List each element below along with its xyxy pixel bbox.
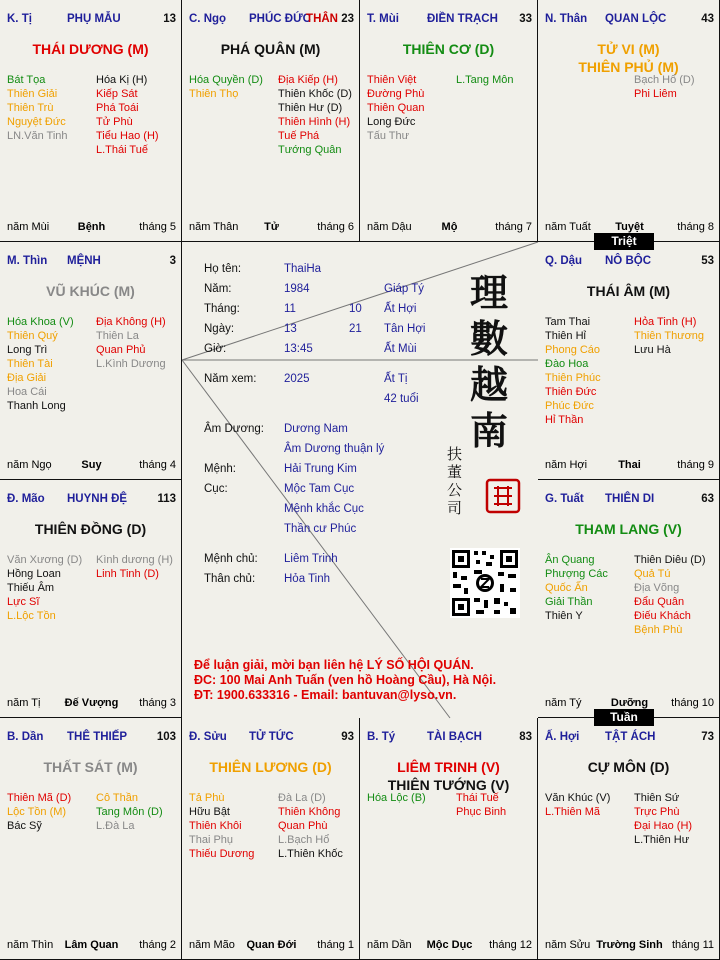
minor-star: Tuế Phá: [278, 130, 320, 142]
month-label: tháng 11: [671, 939, 714, 951]
minor-star: Tướng Quân: [278, 144, 342, 156]
minor-star: Thiên Thương: [634, 330, 705, 342]
minor-star: Long Trì: [7, 344, 48, 356]
month-label: tháng 6: [317, 221, 354, 233]
house-label: PHÚC ĐỨC: [249, 13, 311, 25]
nam-label: Năm:: [204, 283, 232, 295]
minor-stars-right: [634, 791, 692, 847]
minor-star: Thanh Long: [7, 400, 66, 412]
year-label: năm Mão: [189, 939, 235, 951]
branch-label: T. Mùi: [367, 13, 399, 25]
minor-star: Thiên Thọ: [189, 88, 239, 100]
minor-star: Ân Quang: [545, 554, 595, 566]
minor-star: Cô Thần: [96, 792, 138, 804]
minor-star: Hóa Kị (H): [96, 74, 148, 86]
house-label: NÔ BỘC: [605, 255, 651, 267]
minor-star: L.Bạch Hổ: [278, 834, 330, 846]
palace-number: 43: [701, 13, 714, 25]
year-label: năm Dần: [367, 939, 412, 951]
minor-star: Hồng Loan: [7, 568, 61, 580]
menh-value: Hải Trung Kim: [284, 463, 357, 475]
cuc-label: Cục:: [204, 483, 228, 495]
main-star: TỬ VI (M): [597, 41, 660, 57]
minor-star: L.Đà La: [96, 820, 135, 832]
palace-ngo: [182, 0, 360, 242]
minor-star: L.Thiên Mã: [545, 806, 601, 818]
minor-star: Kiếp Sát: [96, 88, 138, 100]
nam-xem-value: 2025: [284, 373, 310, 385]
minor-star: Lực Sĩ: [7, 596, 40, 608]
minor-star: L.Thiên Hư: [634, 834, 690, 846]
minor-stars-right: [634, 315, 704, 357]
month-label: tháng 2: [139, 939, 176, 951]
year-label: năm Dậu: [367, 221, 412, 233]
palace-number: 3: [169, 255, 176, 267]
branch-label: B. Dần: [7, 731, 44, 743]
minor-star: Thiếu Dương: [189, 848, 255, 860]
palace-number: 53: [701, 255, 714, 267]
palace-number: 73: [701, 731, 714, 743]
palace-dau: [538, 242, 720, 480]
calligraphy-seal: [470, 270, 530, 480]
seal-char: 公: [447, 481, 463, 499]
ngay-am: 21: [349, 323, 362, 335]
minor-star: Thiên Quan: [367, 102, 425, 114]
house-label: THIÊN DI: [605, 493, 655, 505]
qr-code-icon: [450, 548, 520, 618]
minor-star: Tam Thai: [545, 316, 591, 328]
minor-star: Văn Khúc (V): [545, 792, 611, 804]
palace-mui: [360, 0, 538, 242]
branch-label: Đ. Mão: [7, 493, 45, 505]
nam-can-chi: Giáp Tý: [384, 283, 425, 295]
palace-thin: [0, 242, 182, 480]
house-label: TÀI BẠCH: [427, 731, 482, 743]
year-label: năm Tuất: [545, 221, 591, 233]
minor-stars-left: [7, 791, 71, 833]
palace-ti: [0, 0, 182, 242]
minor-star: Thiên Khôi: [189, 820, 242, 832]
minor-star: Bệnh Phù: [634, 624, 683, 636]
thang-am: 10: [349, 303, 362, 315]
gio-label: Giờ:: [204, 343, 227, 355]
triet-tag: Triệt: [594, 233, 654, 250]
year-label: năm Thân: [189, 221, 239, 233]
branch-label: N. Thân: [545, 13, 588, 25]
red-stamp-icon: [485, 478, 521, 514]
minor-star: Long Đức: [367, 116, 416, 128]
am-duong-value: Dương Nam: [284, 423, 348, 435]
minor-star: Phúc Đức: [545, 400, 594, 412]
main-star: THIÊN TƯỚNG (V): [387, 777, 510, 793]
minor-star: Quả Tú: [634, 568, 671, 580]
palace-number: 23: [341, 13, 354, 25]
gio-can-chi: Ất Mùi: [384, 343, 417, 355]
branch-label: Ấ. Hợi: [545, 731, 580, 743]
minor-star: Phá Toái: [96, 102, 139, 114]
minor-stars-left: [7, 553, 82, 623]
palace-suu: [182, 718, 360, 960]
month-label: tháng 12: [489, 939, 532, 951]
main-stars: [538, 520, 719, 538]
contact-line-3: ĐT: 1900.633316 - Email: bantuvan@lyso.vn.: [194, 688, 457, 702]
minor-star: Quan Phủ: [96, 344, 146, 356]
minor-star: Quan Phù: [278, 820, 328, 832]
main-stars: [182, 40, 359, 58]
minor-stars-right: [278, 73, 352, 157]
year-label: năm Sửu: [545, 939, 591, 951]
minor-stars-left: [7, 73, 68, 143]
minor-star: Tấu Thư: [367, 130, 410, 142]
main-stars: [0, 40, 181, 58]
minor-stars-left: [367, 791, 426, 805]
main-stars: [360, 758, 537, 794]
year-label: năm Ngọ: [7, 459, 52, 471]
minor-star: Thiên Tài: [7, 358, 53, 370]
thang-label: Tháng:: [204, 303, 240, 315]
minor-star: Thiên La: [96, 330, 139, 342]
minor-star: Địa Võng: [634, 582, 680, 594]
minor-star: Điếu Khách: [634, 610, 691, 622]
palace-ty: [360, 718, 538, 960]
seal-char: 董: [447, 463, 463, 481]
calligraphy-char: 數: [470, 316, 509, 361]
month-label: tháng 1: [317, 939, 354, 951]
month-label: tháng 9: [677, 459, 714, 471]
minor-star: L.Lộc Tồn: [7, 610, 56, 622]
minor-star: Bạch Hổ (D): [634, 74, 695, 86]
minor-star: Thiên Hỉ: [545, 330, 586, 342]
minor-star: Thiên Đức: [545, 386, 597, 398]
palace-mao: [0, 480, 182, 718]
than-marker: THÂN: [306, 13, 338, 25]
palace-number: 13: [163, 13, 176, 25]
house-label: ĐIỀN TRẠCH: [427, 13, 498, 25]
main-star: CỰ MÔN (D): [587, 759, 670, 775]
nam-value: 1984: [284, 283, 310, 295]
minor-star: Lưu Hà: [634, 344, 671, 356]
minor-star: Thiên Phúc: [545, 372, 601, 384]
main-stars: [0, 282, 181, 300]
minor-stars-right: [456, 73, 513, 87]
menh-chu-value: Liêm Trinh: [284, 553, 338, 565]
year-label: năm Hợi: [545, 459, 588, 471]
house-label: MỆNH: [67, 255, 101, 267]
minor-star: L.Tang Môn: [456, 74, 514, 86]
minor-star: Hữu Bật: [189, 806, 230, 818]
minor-star: Giải Thần: [545, 596, 593, 608]
contact-line-1: Để luận giải, mời bạn liên hệ LÝ SỐ HỘI QUÁN.: [194, 658, 474, 672]
minor-star: Thái Tuế: [456, 792, 499, 804]
than-chu-label: Thân chủ:: [204, 573, 256, 585]
branch-label: Q. Dậu: [545, 255, 583, 267]
main-stars: [538, 758, 719, 776]
main-stars: [360, 40, 537, 58]
minor-star: Thai Phụ: [189, 834, 234, 846]
thang-value: 11: [284, 303, 296, 315]
minor-stars-right: [456, 791, 506, 819]
main-star: THIÊN ĐỒNG (D): [34, 521, 147, 537]
contact-block: [194, 658, 496, 703]
branch-label: G. Tuất: [545, 493, 584, 505]
palace-tuat: [538, 480, 720, 718]
minor-star: Thiên Hình (H): [278, 116, 351, 128]
am-duong-label: Âm Dương:: [204, 423, 264, 435]
minor-star: L.Thái Tuế: [96, 144, 148, 156]
stage-label: Mộc Dục: [426, 939, 473, 951]
minor-star: Thiên Diêu (D): [634, 554, 706, 566]
seal-small-text: [447, 445, 462, 517]
minor-star: Hỏa Tinh (H): [634, 316, 697, 328]
minor-star: Phi Liêm: [634, 88, 677, 100]
palace-number: 103: [156, 731, 176, 743]
thang-can-chi: Ất Hợi: [384, 303, 417, 315]
cuc-note-2: Thần cư Phúc: [284, 523, 357, 535]
ngay-can-chi: Tân Hợi: [384, 323, 426, 335]
tuoi-value: 42 tuổi: [384, 393, 419, 405]
ho-ten-value: ThaiHa: [284, 263, 322, 275]
minor-star: L.Thiên Khốc: [278, 848, 343, 860]
minor-star: Lộc Tồn (M): [7, 806, 67, 818]
main-stars: [182, 758, 359, 776]
minor-star: Nguyệt Đức: [7, 116, 66, 128]
minor-star: Thiên Trù: [7, 102, 54, 114]
house-label: THÊ THIẾP: [67, 731, 128, 743]
minor-star: L.Kình Dương: [96, 358, 166, 370]
stage-label: Tử: [264, 221, 279, 233]
ngay-value: 13: [284, 323, 297, 335]
calligraphy-text: [470, 270, 508, 454]
palace-number: 113: [157, 493, 176, 505]
minor-stars-right: [634, 553, 706, 637]
ngay-label: Ngày:: [204, 323, 235, 335]
minor-star: Đẩu Quân: [634, 596, 685, 608]
minor-stars-right: [634, 73, 695, 101]
minor-star: Hóa Khoa (V): [7, 316, 74, 328]
stage-label: Dưỡng: [610, 697, 649, 709]
main-star: PHÁ QUÂN (M): [220, 41, 321, 57]
minor-star: Tang Môn (D): [96, 806, 163, 818]
stage-label: Lâm Quan: [64, 939, 119, 951]
nam-xem-label: Năm xem:: [204, 373, 257, 385]
main-star: THẤT SÁT (M): [43, 759, 138, 775]
main-star: THAM LANG (V): [575, 521, 682, 537]
minor-star: Đại Hao (H): [634, 820, 693, 832]
branch-label: M. Thìn: [7, 255, 48, 267]
palace-number: 33: [519, 13, 532, 25]
branch-label: Đ. Sửu: [189, 731, 227, 743]
minor-stars-right: [96, 791, 163, 833]
minor-star: Tử Phù: [96, 116, 133, 128]
main-stars: [0, 520, 181, 538]
than-chu-value: Hỏa Tinh: [284, 573, 331, 585]
main-star: THÁI DƯƠNG (M): [32, 41, 149, 57]
seal-char: 扶: [447, 445, 463, 463]
minor-stars-right: [278, 791, 343, 861]
minor-star: Hóa Quyền (D): [189, 74, 263, 86]
minor-star: Văn Xương (D): [7, 554, 83, 566]
minor-star: Linh Tinh (D): [96, 568, 159, 580]
calligraphy-char: 越: [470, 362, 509, 407]
cuc-value: Mộc Tam Cục: [284, 483, 355, 495]
palace-dan: [0, 718, 182, 960]
minor-star: Thiên Quý: [7, 330, 58, 342]
minor-star: Tả Phù: [189, 792, 225, 804]
main-star: THÁI ÂM (M): [586, 283, 671, 299]
stage-label: Bệnh: [77, 221, 106, 233]
minor-star: Kình dương (H): [96, 554, 173, 566]
month-label: tháng 7: [495, 221, 532, 233]
stage-label: Quan Đới: [246, 939, 297, 951]
minor-star: Thiên Mã (D): [7, 792, 72, 804]
year-label: năm Tị: [7, 697, 41, 709]
main-star: THIÊN PHỦ (M): [578, 59, 679, 75]
house-label: HUYNH ĐỆ: [67, 493, 128, 505]
minor-star: Phục Binh: [456, 806, 507, 818]
minor-star: Hóa Lộc (B): [367, 792, 426, 804]
house-label: PHỤ MẪU: [67, 13, 121, 25]
minor-star: Hỉ Thần: [545, 414, 584, 426]
minor-stars-left: [7, 315, 74, 413]
minor-star: Địa Không (H): [96, 316, 166, 328]
contact-line-2: ĐC: 100 Mai Anh Tuấn (ven hồ Hoàng Cầu), Hà Nội.: [194, 673, 497, 687]
year-label: năm Tý: [545, 697, 582, 709]
minor-star: Thiên Hư (D): [278, 102, 343, 114]
month-label: tháng 10: [671, 697, 714, 709]
stage-label: Thai: [618, 459, 641, 471]
stage-label: Tuyệt: [615, 221, 644, 233]
minor-star: Địa Kiếp (H): [278, 74, 338, 86]
minor-stars-right: [96, 73, 159, 157]
minor-star: Bát Tọa: [7, 74, 46, 86]
menh-label: Mệnh:: [204, 463, 236, 475]
main-stars: [0, 758, 181, 776]
minor-star: Phong Cáo: [545, 344, 601, 356]
branch-label: C. Ngọ: [189, 13, 227, 25]
ho-ten-label: Họ tên:: [204, 263, 242, 275]
month-label: tháng 3: [139, 697, 176, 709]
house-label: TỬ TỨC: [249, 731, 294, 743]
minor-stars-right: [96, 553, 173, 581]
stage-label: Mộ: [441, 221, 458, 233]
month-label: tháng 5: [139, 221, 176, 233]
gio-value: 13:45: [284, 343, 313, 355]
palace-number: 63: [701, 493, 714, 505]
menh-chu-label: Mệnh chủ:: [204, 553, 258, 565]
minor-star: Phượng Các: [545, 568, 608, 580]
minor-star: Địa Giải: [7, 372, 47, 384]
minor-stars-left: [189, 791, 254, 861]
stage-label: Trường Sinh: [596, 939, 663, 951]
minor-star: Thiên Việt: [367, 74, 417, 86]
calligraphy-char: 南: [470, 408, 509, 453]
main-star: VŨ KHÚC (M): [46, 283, 135, 299]
palace-number: 93: [341, 731, 354, 743]
year-label: năm Mùi: [7, 221, 50, 233]
minor-stars-left: [189, 73, 263, 101]
minor-stars-left: [545, 315, 601, 427]
minor-star: Hoa Cái: [7, 386, 47, 398]
year-label: năm Thìn: [7, 939, 54, 951]
palace-number: 83: [519, 731, 532, 743]
minor-star: Thiên Không: [278, 806, 341, 818]
calligraphy-char: 理: [470, 270, 509, 315]
house-label: TẬT ÁCH: [605, 731, 656, 743]
minor-star: Tiểu Hao (H): [96, 130, 159, 142]
minor-stars-left: [545, 791, 610, 819]
minor-stars-left: [545, 553, 608, 623]
main-star: THIÊN LƯƠNG (D): [209, 759, 332, 775]
minor-star: Đà La (D): [278, 792, 326, 804]
branch-label: B. Tý: [367, 731, 396, 743]
cuc-note-1: Mệnh khắc Cục: [284, 503, 364, 515]
house-label: QUAN LỘC: [605, 13, 667, 25]
main-stars: [538, 40, 719, 76]
am-duong-note: Âm Dương thuận lý: [284, 443, 385, 455]
main-stars: [538, 282, 719, 300]
minor-star: Đường Phù: [367, 88, 425, 100]
minor-star: Thiên Sứ: [634, 792, 680, 804]
minor-star: Thiên Giải: [7, 88, 58, 100]
stage-label: Đế Vượng: [64, 697, 119, 709]
minor-stars-left: [367, 73, 424, 143]
minor-star: LN.Văn Tinh: [7, 130, 68, 142]
minor-star: Thiếu Âm: [7, 582, 55, 594]
minor-star: Quốc Ấn: [545, 582, 588, 594]
month-label: tháng 8: [677, 221, 714, 233]
nam-xem-can-chi: Ất Tị: [384, 373, 408, 385]
minor-star: Thiên Khốc (D): [278, 88, 352, 100]
minor-stars-right: [96, 315, 166, 371]
seal-char: 司: [447, 499, 463, 517]
minor-star: Bác Sỹ: [7, 820, 42, 832]
month-label: tháng 4: [139, 459, 176, 471]
branch-label: K. Tị: [7, 13, 32, 25]
tuan-tag: Tuần: [594, 709, 654, 726]
palace-hoi: [538, 718, 720, 960]
stage-label: Suy: [81, 459, 102, 471]
minor-star: Thiên Y: [545, 610, 583, 622]
main-star: LIÊM TRINH (V): [397, 759, 500, 775]
palace-than: [538, 0, 720, 242]
minor-star: Trực Phù: [634, 806, 680, 818]
minor-star: Đào Hoa: [545, 358, 589, 370]
main-star: THIÊN CƠ (D): [402, 41, 495, 57]
